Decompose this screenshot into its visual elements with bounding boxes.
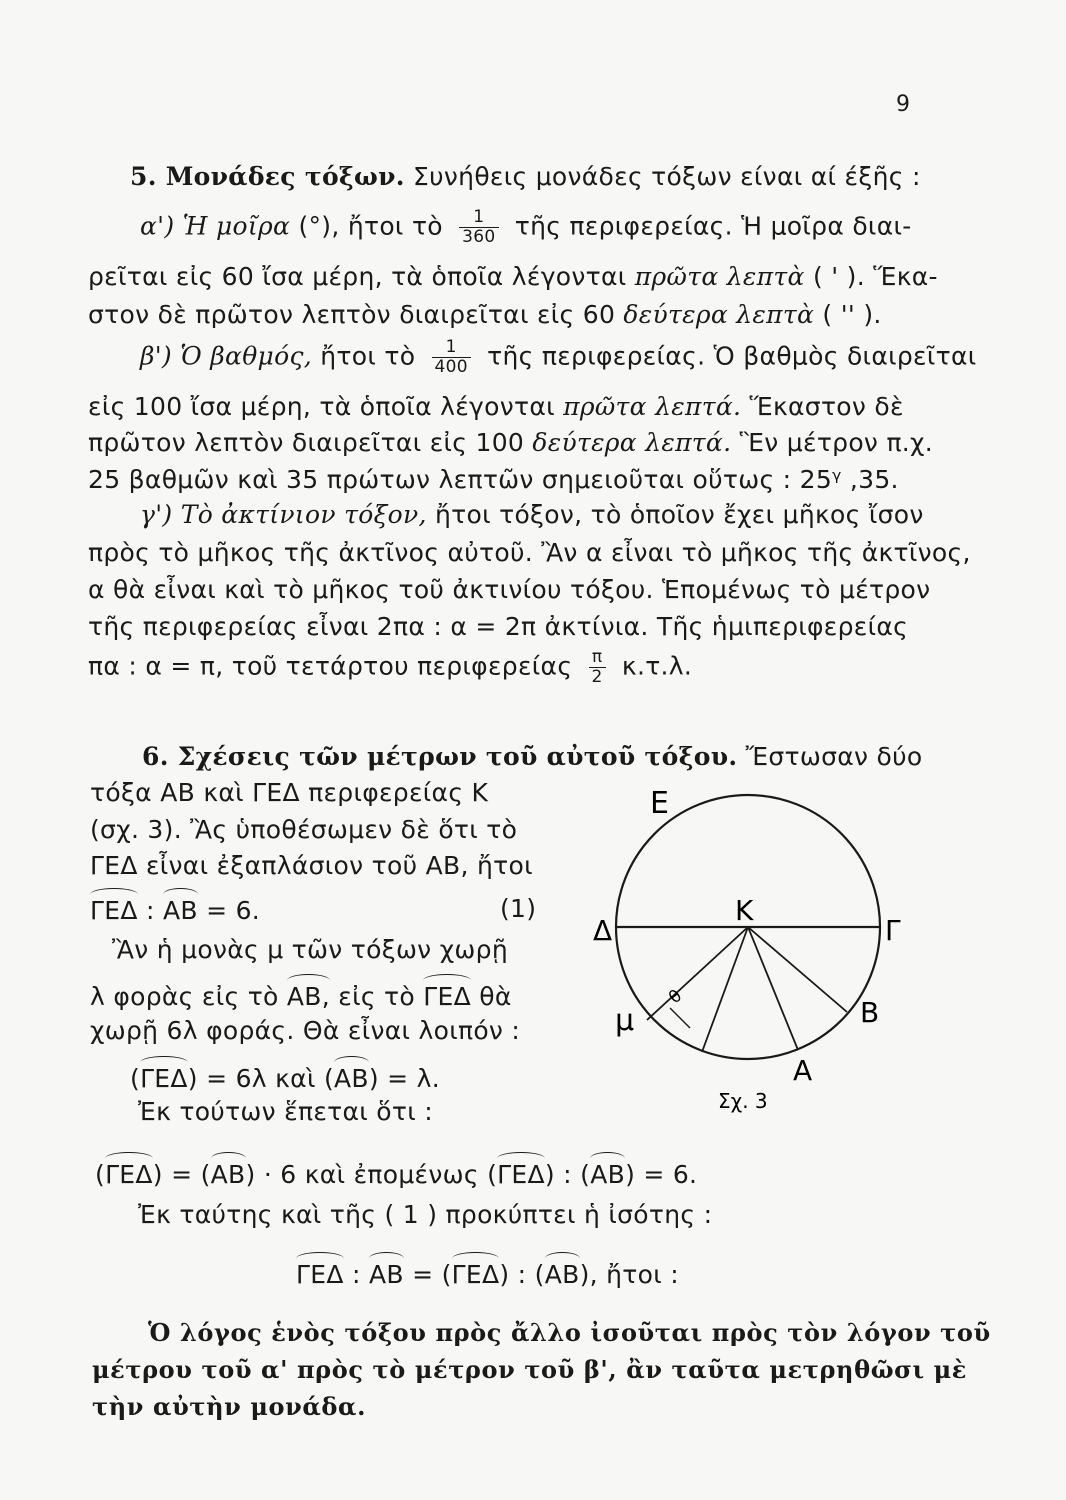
arc-AB: ΑΒ: [544, 1260, 580, 1289]
section5-heading: 5. Μονάδες τόξων.: [130, 162, 405, 191]
paren-open: (: [95, 1160, 106, 1189]
text: ), ἤτοι :: [579, 1260, 679, 1289]
label-E: Ε: [650, 786, 669, 821]
text: λ φορὰς εἰς τὸ: [90, 982, 279, 1011]
text: πρῶτον λεπτὸν διαιρεῖται εἰς 100: [88, 428, 525, 457]
text: ) = 6.: [625, 1160, 698, 1189]
label-mu: μ: [615, 1003, 635, 1038]
law-line3: τὴν αὐτὴν μονάδα.: [92, 1392, 367, 1421]
law-line1: Ὁ λόγος ἑνὸς τόξου πρὸς ἄλλο ἰσοῦται πρὸς τὸν λόγον τοῦ: [148, 1318, 991, 1347]
figure-circle-diagram: [585, 760, 925, 1120]
equation-1-number: (1): [500, 894, 537, 923]
text: ) · 6 καὶ ἐπομένως (: [245, 1160, 498, 1189]
text: στον δὲ πρῶτον λεπτὸν διαιρεῖται εἰς 60: [88, 300, 616, 329]
label-K: Κ: [735, 894, 754, 927]
label-Delta: Δ: [593, 914, 613, 947]
label-B: Β: [860, 996, 880, 1029]
section5-a-pre: ἤτοι τὸ: [347, 211, 443, 241]
arc-AB: ΑΒ,: [286, 982, 330, 1011]
unit-radian-label: γ') Τὸ ἀκτίνιον τόξον,: [140, 500, 427, 529]
section5-b-line4: 25 βαθμῶν καὶ 35 πρώτων λεπτῶν σημειοῦται οὕτως : 25ᵞ ,35.: [88, 465, 899, 494]
text: πα : α = π, τοῦ τετάρτου περιφερείας: [88, 651, 573, 681]
radius-to-B: [748, 927, 847, 1012]
section5-a-line3: [88, 300, 882, 329]
section5-c-line3: α θὰ εἶναι καὶ τὸ μῆκος τοῦ ἀκτινίου τόξου. Ἑπομένως τὸ μέτρον: [88, 575, 931, 604]
paren-open: (: [130, 1064, 141, 1093]
section6-line-if: Ἂν ἡ μονὰς μ τῶν τόξων χωρῇ: [112, 935, 508, 964]
law-line2: μέτρου τοῦ α' πρὸς τὸ μέτρον τοῦ β', ἂν ταῦτα μετρηθῶσι μὲ: [92, 1355, 967, 1384]
text: :: [351, 1260, 361, 1289]
arc-AB: ΑΒ: [368, 1260, 404, 1289]
equation-3: [95, 1158, 697, 1189]
unit-degree-label: α') Ἡ μοῖρα: [140, 211, 291, 241]
text: ( '' ).: [822, 300, 882, 329]
section5-c-line5: [88, 648, 692, 687]
text: ἤτοι τόξον, τὸ ὁποῖον ἔχει μῆκος ἴσον: [435, 500, 924, 529]
text: ἤτοι τὸ: [320, 341, 416, 371]
text: :: [145, 896, 155, 925]
section5-a-line2: [88, 262, 938, 291]
text: Ἔστωσαν δύο: [745, 742, 923, 771]
section6-line1: τόξα ΑΒ καὶ ΓΕΔ περιφερείας Κ: [90, 778, 489, 807]
fraction-numerator: 1: [459, 208, 498, 228]
fraction-denominator: 400: [434, 357, 468, 377]
section5-b-line3: [88, 428, 933, 457]
section6-line-follow: Ἐκ τούτων ἕπεται ὅτι :: [138, 1097, 433, 1126]
equation-2: [130, 1062, 440, 1093]
section6-line3: ΓΕΔ εἶναι ἐξαπλάσιον τοῦ ΑΒ, ἤτοι: [90, 851, 533, 880]
fraction-denominator: 2: [591, 667, 603, 687]
text: ) : (: [544, 1160, 591, 1189]
radius-to-theta: [647, 927, 748, 1020]
arc-GED: ΓΕΔ: [105, 1160, 153, 1189]
label-theta: θ: [665, 986, 687, 1009]
text: θὰ: [479, 982, 512, 1011]
text: εἰς τὸ: [338, 982, 415, 1011]
text: ) : (: [499, 1260, 545, 1289]
text: Ἓν μέτρον π.χ.: [739, 428, 934, 457]
radius-to-A: [748, 927, 798, 1050]
text: ρεῖται εἰς 60 ἴσα μέρη, τὰ ὁποῖα λέγονται: [88, 262, 627, 291]
section5-c-line4: τῆς περιφερείας εἶναι 2πα : α = 2π ἀκτίνια. Τῆς ἡμιπεριφερείας: [88, 612, 909, 641]
arc-GED: ΓΕΔ: [423, 982, 471, 1011]
fraction-1-360: [459, 208, 498, 247]
fraction-numerator: π: [589, 648, 606, 668]
section5-a-post: τῆς περιφερείας. Ἡ μοῖρα διαι-: [514, 211, 912, 241]
arc-GED: ΓΕΔ: [90, 896, 138, 925]
term-first-minutes: πρῶτα λεπτά.: [563, 392, 742, 421]
label-A: Α: [793, 1054, 813, 1087]
unit-grade-label: β') Ὁ βαθμός,: [140, 341, 312, 371]
section6-line-6lambda: χωρῇ 6λ φοράς. Θὰ εἶναι λοιπόν :: [90, 1016, 521, 1045]
fraction-pi-2: [589, 648, 606, 687]
section6-line-lambda: [90, 980, 512, 1011]
degree-symbol: (°),: [298, 211, 340, 241]
arc-AB: ΑΒ: [162, 896, 198, 925]
arc-GED: ΓΕΔ: [497, 1160, 545, 1189]
section6-line2: (σχ. 3). Ἂς ὑποθέσωμεν δὲ ὅτι τὸ: [90, 815, 518, 844]
section5-intro: Συνήθεις μονάδες τόξων είναι αί έξῆς :: [413, 162, 921, 191]
text: εἰς 100 ἴσα μέρη, τὰ ὁποῖα λέγονται: [88, 392, 555, 421]
section5-c-line1: [140, 500, 924, 529]
fraction-denominator: 360: [462, 227, 496, 247]
figure-caption: Σχ. 3: [718, 1089, 768, 1113]
text: κ.τ.λ.: [621, 651, 693, 681]
equation-4: [296, 1258, 679, 1289]
arc-GED: ΓΕΔ: [140, 1064, 188, 1093]
arc-unit-mark: [670, 1008, 690, 1028]
term-first-minutes: πρῶτα λεπτὰ: [634, 262, 805, 291]
equation-1: [90, 894, 260, 925]
section6-line-from: Ἐκ ταύτης καὶ τῆς ( 1 ) προκύπτει ἡ ἰσότης :: [138, 1200, 713, 1229]
text: ) = 6λ καὶ (: [187, 1064, 335, 1093]
fraction-1-400: [432, 338, 471, 377]
text: ) = λ.: [368, 1064, 441, 1093]
term-second-minutes: δεύτερα λεπτά.: [532, 428, 732, 457]
section5-line-heading: [130, 162, 921, 191]
page-number: 9: [896, 92, 910, 117]
section5-b-line2: [88, 392, 904, 421]
arc-AB: ΑΒ: [590, 1160, 626, 1189]
section5-c-line2: πρὸς τὸ μῆκος τῆς ἀκτῖνος αὐτοῦ. Ἂν α εἶναι τὸ μῆκος τῆς ἀκτῖνος,: [88, 538, 971, 567]
radius-to-mu: [702, 927, 748, 1052]
text: = 6.: [206, 896, 261, 925]
text: Ἕκαστον δὲ: [749, 392, 904, 421]
label-Gamma: Γ: [885, 914, 901, 947]
section5-a-line1: [140, 208, 912, 247]
section5-b-line1: [140, 338, 976, 377]
fraction-numerator: 1: [432, 338, 471, 358]
text: τῆς περιφερείας. Ὁ βαθμὸς διαιρεῖται: [487, 341, 977, 371]
section6-heading: 6. Σχέσεις τῶν μέτρων τοῦ αὐτοῦ τόξου.: [142, 742, 738, 771]
text: = (: [412, 1260, 452, 1289]
arc-GED: ΓΕΔ: [296, 1260, 344, 1289]
arc-GED: ΓΕΔ: [451, 1260, 500, 1289]
arc-AB: ΑΒ: [210, 1160, 246, 1189]
arc-AB: ΑΒ: [334, 1064, 369, 1093]
text: ) = (: [152, 1160, 211, 1189]
text: ( ' ). Ἕκα-: [812, 262, 938, 291]
term-second-minutes: δεύτερα λεπτὰ: [623, 300, 815, 329]
